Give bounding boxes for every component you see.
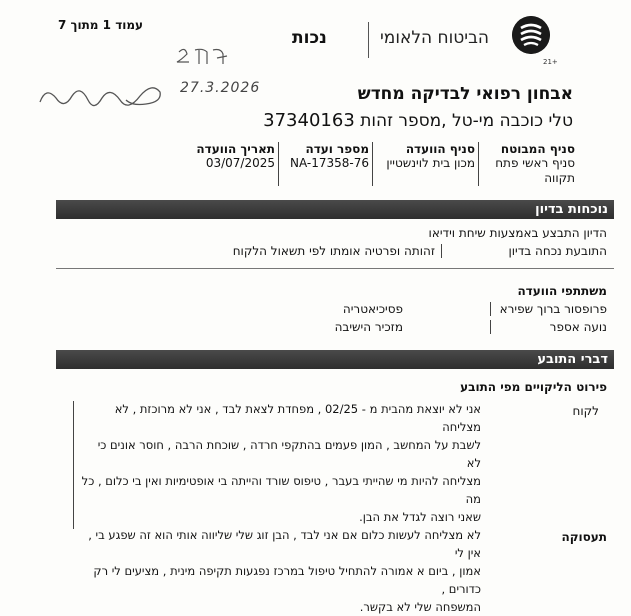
patient-line <box>263 110 573 131</box>
logo-subtext: 21+ <box>543 58 558 66</box>
org-name: הביטוח הלאומי <box>380 28 490 48</box>
committee-branch-field: סניף הוועדה מכון בית לוינשטיין <box>386 142 475 170</box>
patient-name: טלי כוכבה מי-טל ,מספר זהות <box>360 111 573 131</box>
participant-name: נועה אספר <box>549 320 607 334</box>
participant-role: פסיכיאטריה <box>342 302 403 316</box>
claimant-statement <box>80 400 481 616</box>
statement-line: לשבת על המחשב , המון פעמים בהתקפי חרדה , שוכחת הרבה , חוסר אונים כי לא <box>97 438 481 470</box>
participants-heading: משתתפי הוועדה <box>517 284 607 298</box>
column-divider <box>372 142 373 186</box>
presence-section-header: נוכחות בדיון <box>56 200 614 219</box>
statement-line: אני לא יוצאת מהבית מ - 02/25 , מפחדת לצאת לבד , אני לא מרוכזת , לא מצליחה <box>114 402 481 434</box>
claimant-presence-label: התובעת נכחה בדיון <box>508 244 607 258</box>
employment-heading: תעסוקה <box>561 530 607 544</box>
section-divider <box>56 268 614 269</box>
participant-role: מזכיר הישיבה <box>334 320 403 334</box>
insured-branch-field: סניף המבוטח סניף ראשי פתח תקווה <box>495 142 575 185</box>
statement-line: אמון , ביום א אמורה להתחיל טיפול במרכז נפגעות תקיפה מינית , מציעים לי רק כדורים , <box>93 564 481 596</box>
paragraph-border <box>73 401 74 529</box>
statement-line: המשפחה שלי לא בקשר. <box>359 600 481 614</box>
column-divider <box>478 142 479 186</box>
video-note: הדיון התבצע באמצעות שיחת וידיאו <box>428 226 607 240</box>
document-title: אבחון רפואי לבדיקה מחדש <box>357 84 573 104</box>
cell-divider <box>490 302 491 316</box>
cell-divider <box>441 244 442 258</box>
handwritten-date: 27.3.2026 <box>180 80 261 96</box>
national-insurance-logo <box>512 16 550 54</box>
department-title: נכות <box>292 28 327 48</box>
header-divider <box>368 22 369 58</box>
page-number: עמוד 1 מתוך 7 <box>58 18 144 32</box>
client-row-label: לקוח <box>572 404 599 418</box>
committee-date-field: תאריך הוועדה 03/07/2025 <box>196 142 275 170</box>
handwritten-mark <box>173 42 233 70</box>
committee-info <box>155 142 575 190</box>
impairments-subheading: פירוט הליקויים מפי התובע <box>460 380 607 394</box>
committee-number-field: מספר ועדה NA-17358-76 <box>289 142 369 170</box>
statement-line: לא מצליחה לעשות כלום אם אני לבד , הבן זוג שלי שליווה אותי הוא זה שפגע בי , אין לי <box>88 528 481 560</box>
statement-line: שאני רוצה לגדל את הבן. <box>359 510 481 524</box>
participant-name: פרופסור ברוך שפירא <box>499 302 607 316</box>
claimant-words-section-header: דברי התובע <box>56 350 614 369</box>
patient-id: 37340163 <box>263 110 355 131</box>
cell-divider <box>490 320 491 334</box>
claimant-presence-value: זהותה ופרטיה אומתו לפי תשאול הלקוח <box>232 244 435 258</box>
handwritten-signature <box>36 78 164 118</box>
statement-line: מצליחה להיות מי שהייתי בעבר , טיפוס שורד והייתה בי אופטימיות ואין בי כלום , כל מה <box>81 474 481 506</box>
column-divider <box>278 142 279 186</box>
